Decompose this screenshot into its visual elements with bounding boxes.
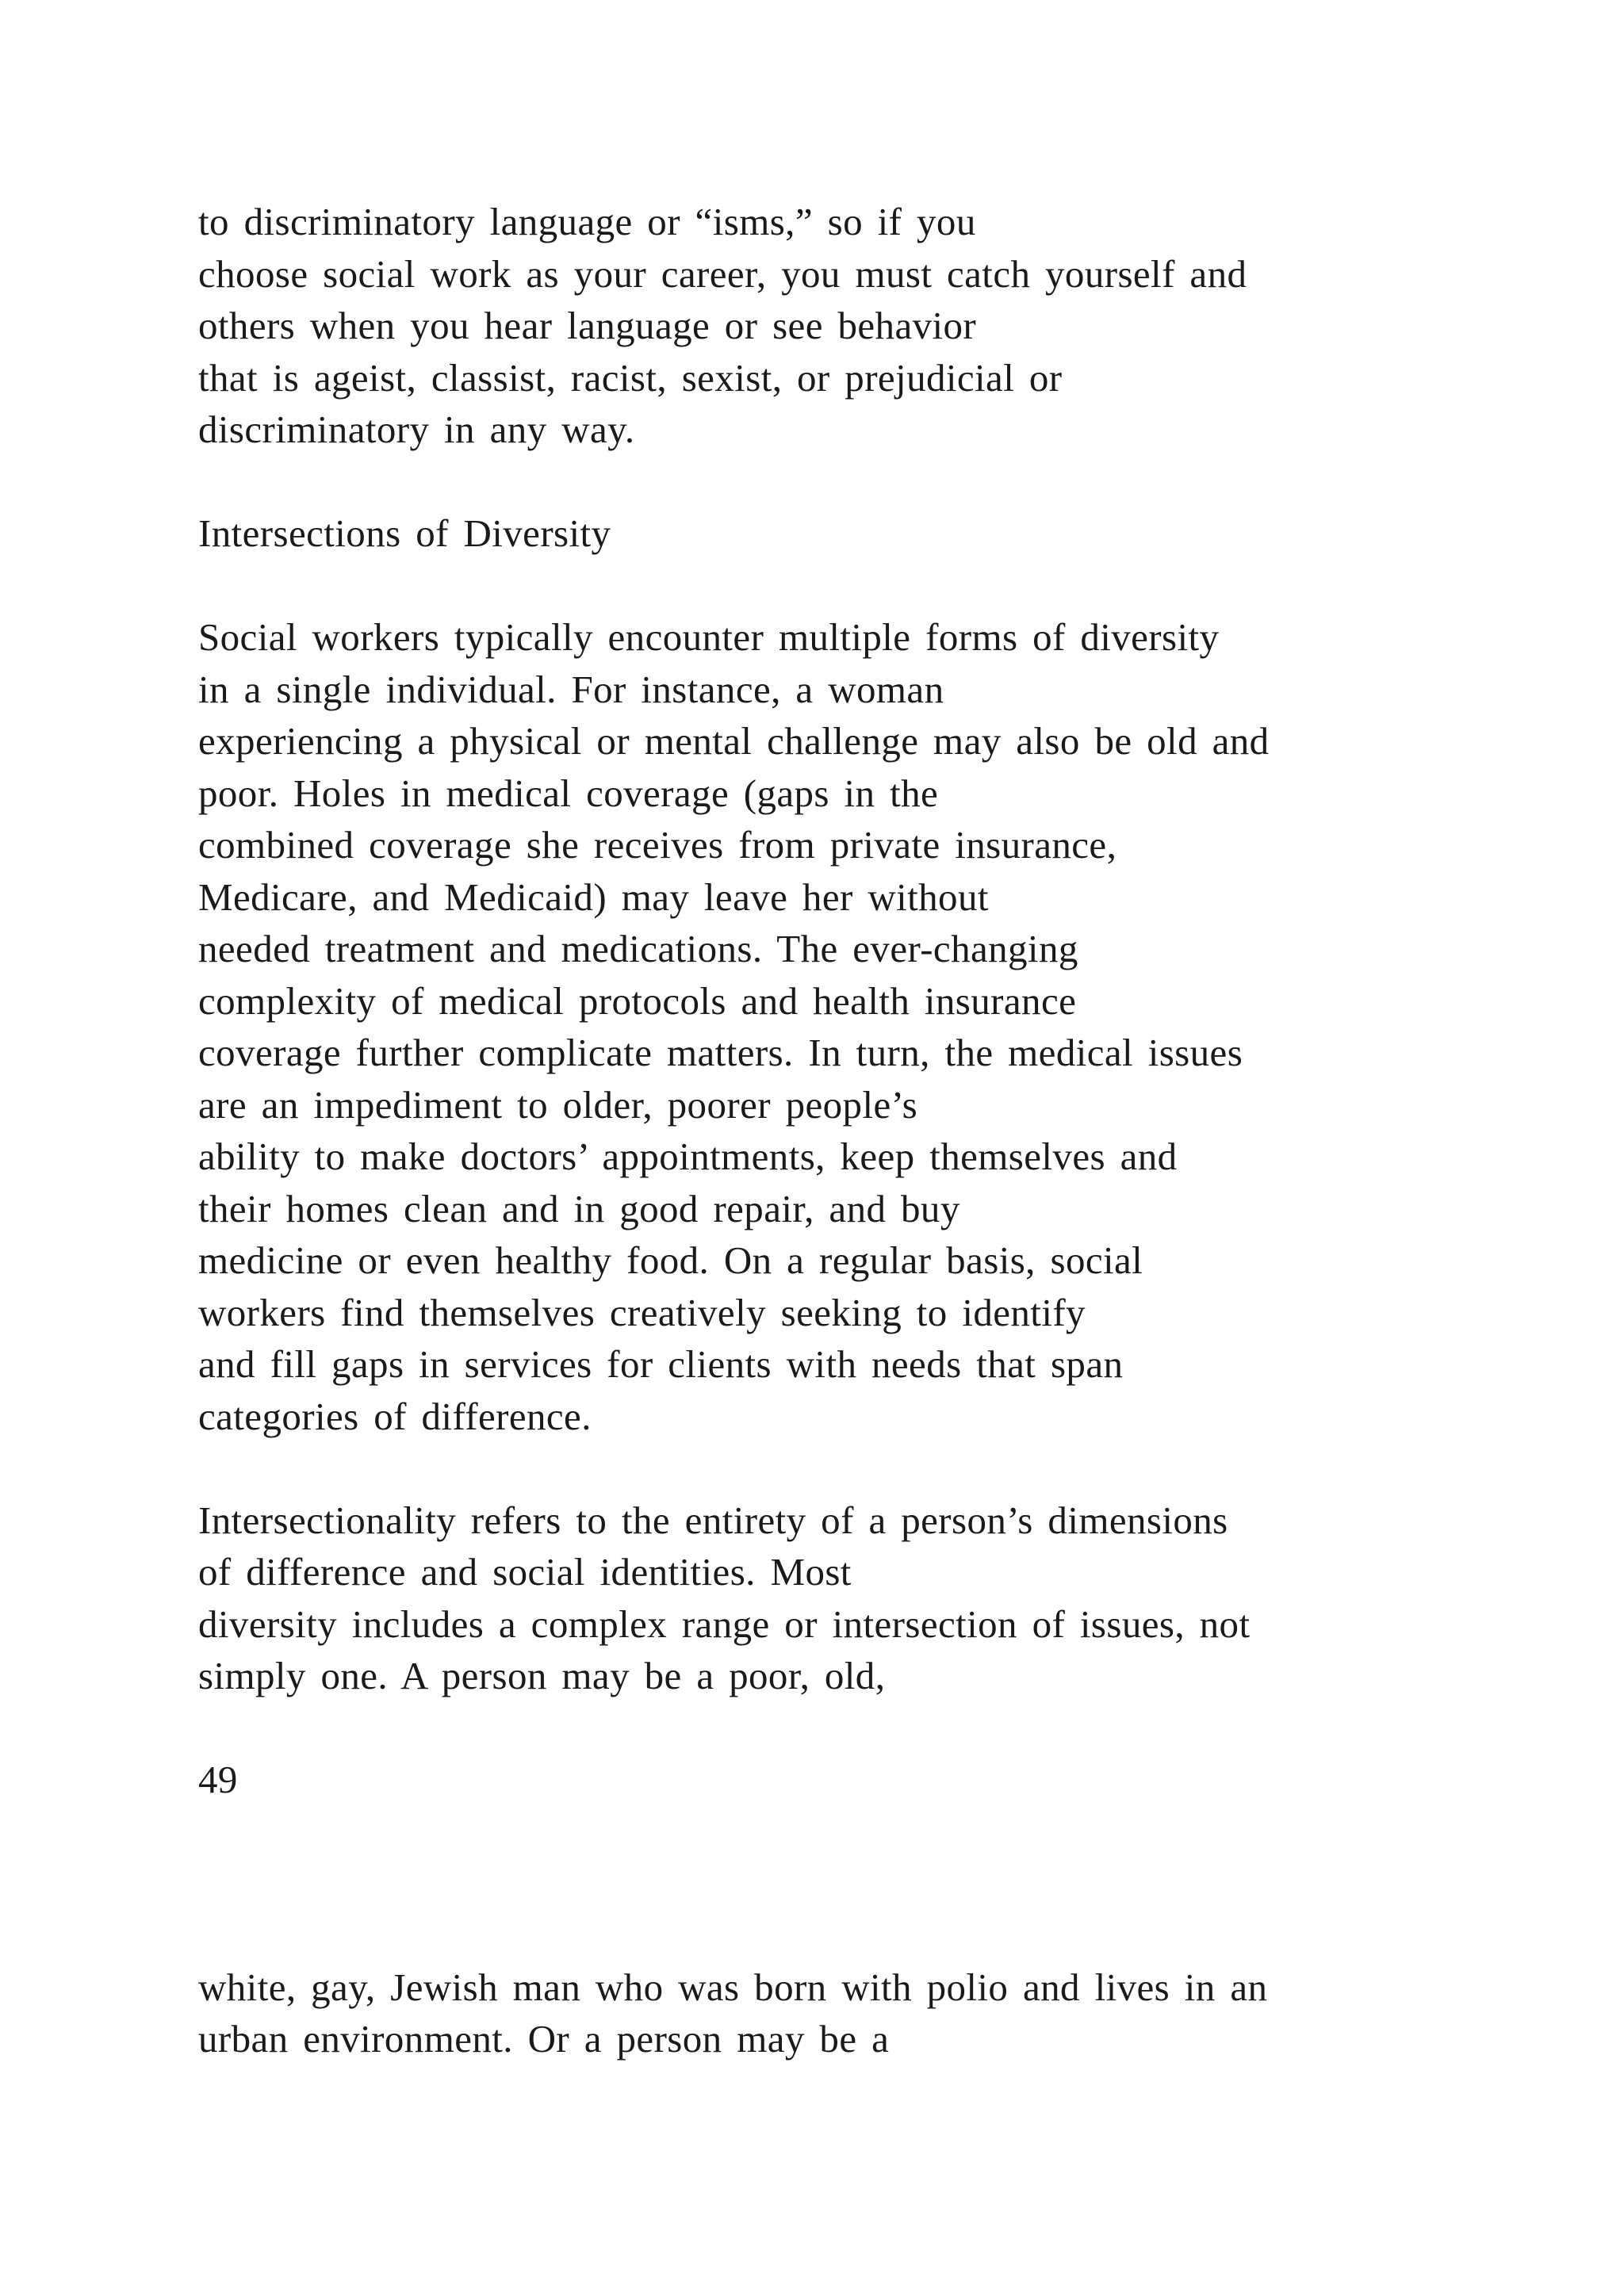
section-heading: Intersections of Diversity [198,511,611,555]
paragraph-gap [198,1702,1515,1755]
text-line: choose social work as your career, you must catch yourself and [198,251,1247,296]
text-line: combined coverage she receives from private insurance, [198,823,1117,867]
text-line: in a single individual. For instance, a woman [198,667,944,711]
text-line: are an impediment to older, poorer people’s [198,1082,918,1127]
text-line: diversity includes a complex range or intersection of issues, not [198,1601,1251,1646]
text-line: Social workers typically encounter multiple forms of diversity [198,615,1220,659]
text-line: others when you hear language or see behavior [198,304,977,347]
text-line: of difference and social identities. Most [198,1550,852,1594]
text-line: ability to make doctors’ appointments, keep themselves and [198,1135,1178,1178]
text-line: medicine or even healthy food. On a regular basis, social [198,1238,1143,1282]
text-line: urban environment. Or a person may be a [198,2017,890,2061]
text-line: white, gay, Jewish man who was born with polio and lives in an [198,1965,1268,2009]
text-line: categories of difference. [198,1394,592,1438]
text-line: simply one. A person may be a poor, old, [198,1654,886,1697]
text-line: their homes clean and in good repair, and buy [198,1186,960,1230]
text-line: experiencing a physical or mental challenge may also be old and [198,719,1270,763]
text-line: needed treatment and medications. The ever-changing [198,927,1078,970]
text-line: Intersectionality refers to the entirety of a person’s dimensions [198,1498,1228,1542]
document-page [198,196,1515,2065]
text-line: and fill gaps in services for clients with needs that span [198,1342,1124,1386]
page-number: 49 [198,1758,238,1801]
text-line: workers find themselves creatively seeking to identify [198,1290,1086,1334]
text-line: that is ageist, classist, racist, sexist, or prejudicial or [198,355,1063,400]
paragraph [198,1494,1515,1702]
text-line: complexity of medical protocols and health insurance [198,978,1077,1023]
paragraph-gap [198,1442,1515,1494]
text-line: Medicare, and Medicaid) may leave her without [198,874,989,919]
paragraph [198,1961,1515,2065]
paragraph-continued [198,196,1515,456]
paragraph-gap [198,560,1515,612]
text-line: coverage further complicate matters. In turn, the medical issues [198,1031,1243,1074]
paragraph-gap [198,456,1515,508]
page-break [198,1806,1515,1961]
text-line: poor. Holes in medical coverage (gaps in the [198,771,939,815]
text-line: discriminatory in any way. [198,408,635,451]
text-line: to discriminatory language or “isms,” so if you [198,200,976,243]
paragraph [198,611,1515,1442]
